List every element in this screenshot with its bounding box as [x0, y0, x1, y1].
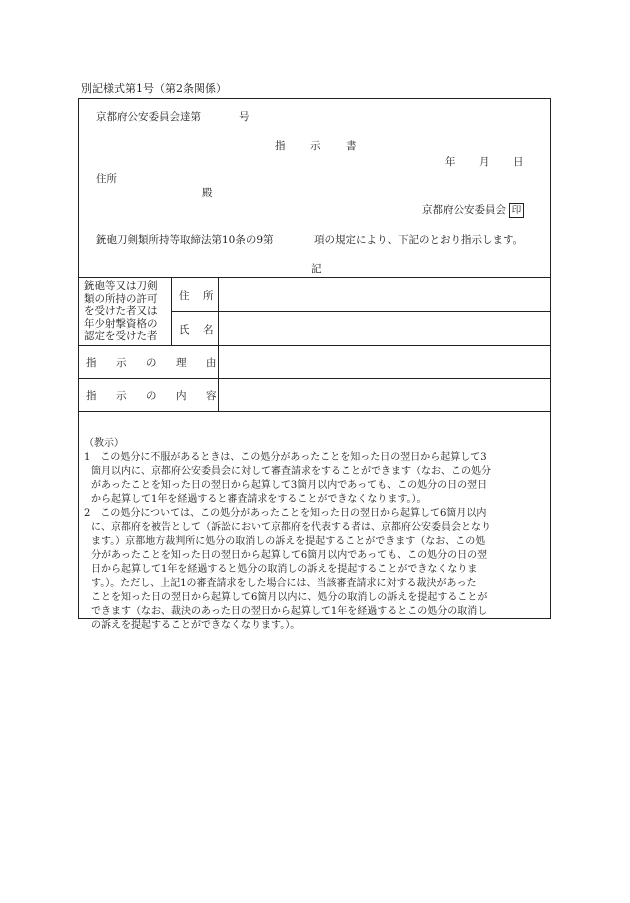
date-day: 日 — [513, 156, 524, 168]
appeal-notice-line: 1 この処分に不服があるときは、この処分があったことを知った日の翌日から起算して3 — [84, 452, 487, 463]
reason-row-top — [79, 345, 550, 346]
appeal-notice-heading: （教示） — [84, 438, 124, 449]
authority-name: 京都府公安委員会 — [422, 204, 506, 216]
address-label: 住所 — [96, 173, 117, 185]
label-column-divider — [218, 277, 219, 411]
seal-mark: 印 — [509, 203, 524, 218]
appeal-notice-line: の訴えを提起することができなくなります。）。 — [91, 620, 301, 631]
appeal-notice-line: す。）。ただし、上記1の審査請求をした場合には、当該審査請求に対する裁決があった — [91, 578, 477, 589]
authority-signature — [422, 202, 524, 218]
statement-suffix: 項の規定により、下記のとおり指示します。 — [314, 234, 524, 246]
appeal-notice-line: に、京都府を被告として（訴訟において京都府を代表する者は、京都府公安委員会となり — [91, 522, 491, 533]
table-address-label-2: 所 — [203, 290, 214, 302]
table-top-rule — [79, 277, 550, 278]
appeal-notice-line: 日から起算して1年を経過すると処分の取消しの訴えを提起することができなくなりま — [91, 564, 478, 575]
appeal-notice-line: から起算して1年を経過すると審査請求をすることができなくなります。）。 — [91, 494, 427, 505]
appeal-notice-line: 2 この処分については、この処分があったことを知った日の翌日から起算して6箇月以内 — [84, 508, 487, 519]
subject-label: 銃砲等又は刀剣 類の所持の許可 を受けた者又は 年少射撃資格の 認定を受けた者 — [84, 280, 158, 342]
issuer-number-prefix: 京都府公安委員会達第 — [96, 111, 201, 123]
appeal-notice-line: ます。）京都地方裁判所に処分の取消しの訴えを提起することができます（なお、この処 — [91, 536, 486, 547]
doc-title-char-2: 示 — [310, 140, 321, 152]
subject-column-divider — [171, 277, 172, 345]
appeal-notice-line: ことを知った日の翌日から起算して6箇月以内に、処分の取消しの訴えを提起することが — [91, 592, 488, 603]
doc-title-char-1: 指 — [275, 140, 286, 152]
address-name-divider — [172, 311, 550, 312]
ki-heading: 記 — [311, 263, 322, 275]
table-name-label-2: 名 — [203, 324, 214, 336]
appeal-notice-line: があったことを知った日の翌日から起算して3箇月以内であっても、この処分の日の翌日 — [91, 480, 488, 491]
form-label: 別記様式第1号（第2条関係） — [81, 82, 227, 95]
appeal-notice — [84, 437, 491, 633]
table-name-label-1: 氏 — [179, 324, 190, 336]
instruction-form: 京都府公安委員会達第 号 指 示 書 年 月 日 住所 殿 京都府公安委員会 印 銃砲刀剣類所持等取締法第10条の9第 項の規定により、下記のとおり指示します。 記 銃砲等又は刀剣 類の所持の許可 を受けた者又は 年少射撃資格の 認定を受けた者 住 所 氏 名 指 示 の 理 由 指 示 の 内 容 （教示） 1 この処分に不服があるときは、この処分があったことを知った日の翌日から起算して3 箇月以内に、京都府公安委員会に対して審査請求をすることができます（なお、この処分 があったことを知った日の翌日から起算して3箇月以内であっても、この処分の日の翌日 から起算して1年を経過すると審査請求をすることができなくなります。）。 2 この処分については、この処分があったことを知った日の翌日から起算して6箇月以内 に、京都府を被告として（訴訟において京都府を代表する者は、京都府公安委員会となり ます。）京都地方裁判所に処分の取消しの訴えを提起することができます（なお、この処 分があったことを知った日の翌日から起算して6箇月以内であっても、この処分の日の翌 日から起算して1年を経過すると処分の取消しの訴えを提起することができなくなりま す。）。ただし、上記1の審査請求をした場合には、当該審査請求に対する裁決があった ことを知った日の翌日から起算して6箇月以内に、処分の取消しの訴えを提起することが できます（なお、裁決のあった日の翌日から起算して1年を経過するとこの処分の取消し の訴えを提起することができなくなります。）。 — [78, 98, 551, 619]
date-year: 年 — [445, 156, 456, 168]
notes-top-rule — [79, 411, 550, 412]
appeal-notice-line: 分があったことを知った日の翌日から起算して6箇月以内であっても、この処分の日の翌 — [91, 550, 488, 561]
statement-prefix: 銃砲刀剣類所持等取締法第10条の9第 — [96, 234, 274, 246]
content-row-top — [79, 378, 550, 379]
appeal-notice-line: できます（なお、裁決のあった日の翌日から起算して1年を経過するとこの処分の取消し — [91, 606, 488, 617]
date-month: 月 — [479, 156, 490, 168]
appeal-notice-line: 箇月以内に、京都府公安委員会に対して審査請求をすることができます（なお、この処分 — [91, 466, 491, 477]
honorific: 殿 — [202, 187, 213, 199]
table-address-label-1: 住 — [179, 290, 190, 302]
issuer-number-suffix: 号 — [239, 111, 250, 123]
doc-title-char-3: 書 — [346, 140, 357, 152]
